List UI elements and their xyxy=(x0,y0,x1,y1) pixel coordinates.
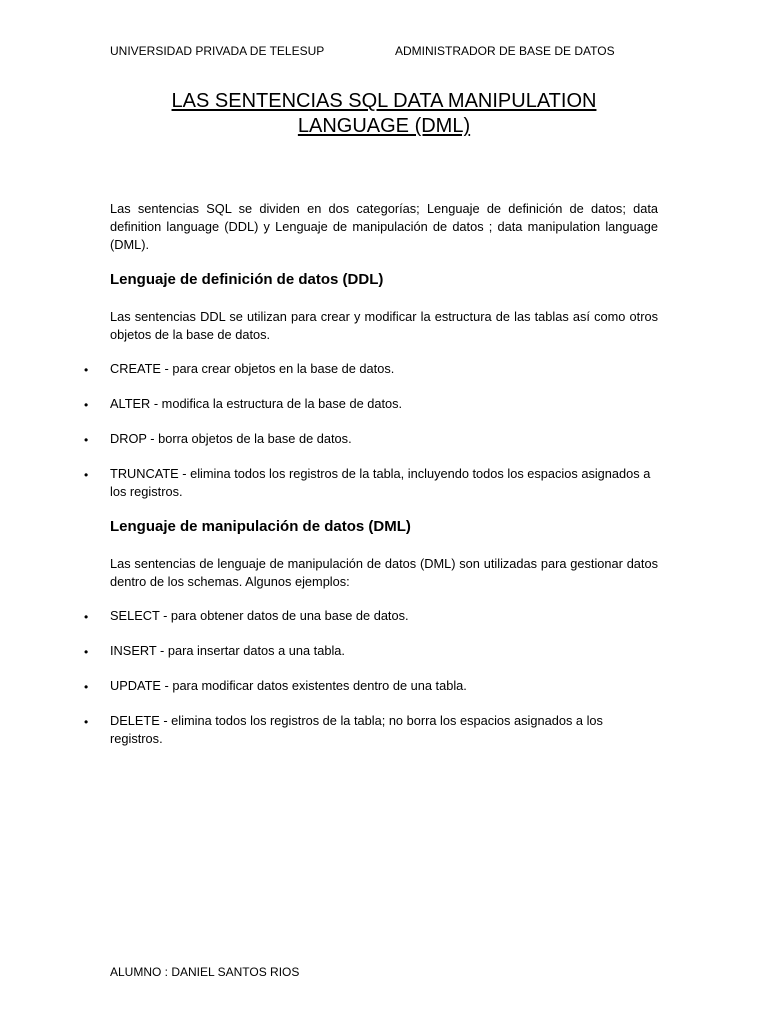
ddl-list-item-create: CREATE - para crear objetos en la base de datos. xyxy=(110,361,395,376)
dml-list-item-insert: INSERT - para insertar datos a una tabla. xyxy=(110,643,345,658)
ddl-list-item-drop: DROP - borra objetos de la base de datos. xyxy=(110,431,352,446)
document-title xyxy=(110,89,658,139)
dml-list-item-delete: DELETE - elimina todos los registros de la tabla; no borra los espacios asignados a los registros. xyxy=(110,713,603,746)
document-title-line-1: LAS SENTENCIAS SQL DATA MANIPULATION xyxy=(171,90,597,112)
ddl-list-item-alter: ALTER - modifica la estructura de la base de datos. xyxy=(110,396,403,411)
bullet-icon: • xyxy=(84,363,89,377)
bullet-icon: • xyxy=(84,468,89,482)
ddl-list-item-truncate: TRUNCATE - elimina todos los registros de la tabla, incluyendo todos los espacios asignados a los registros. xyxy=(110,466,651,499)
ddl-heading: Lenguaje de definición de datos (DDL) xyxy=(110,271,384,288)
dml-description: Las sentencias de lenguaje de manipulación de datos (DML) son utilizadas para gestionar datos dentro de los schemas. Algunos ejemplos: xyxy=(110,556,658,589)
page-footer-author: ALUMNO : DANIEL SANTOS RIOS xyxy=(110,965,300,979)
ddl-description: Las sentencias DDL se utilizan para crear y modificar la estructura de las tablas así como otros objetos de la base de datos. xyxy=(110,309,658,342)
bullet-icon: • xyxy=(84,715,89,729)
bullet-icon: • xyxy=(84,610,89,624)
bullet-icon: • xyxy=(84,398,89,412)
dml-list-item-select: SELECT - para obtener datos de una base de datos. xyxy=(110,608,409,623)
bullet-icon: • xyxy=(84,680,89,694)
page-header-right: ADMINISTRADOR DE BASE DE DATOS xyxy=(395,44,615,58)
dml-list-item-update: UPDATE - para modificar datos existentes dentro de una tabla. xyxy=(110,678,467,693)
document-title-line-2: LANGUAGE (DML) xyxy=(297,115,471,137)
page-header-left: UNIVERSIDAD PRIVADA DE TELESUP xyxy=(110,44,325,58)
bullet-icon: • xyxy=(84,645,89,659)
bullet-icon: • xyxy=(84,433,89,447)
dml-heading: Lenguaje de manipulación de datos (DML) xyxy=(110,518,411,535)
intro-paragraph: Las sentencias SQL se dividen en dos categorías; Lenguaje de definición de datos; data definition language (DDL) y Lenguaje de manipulación de datos ; data manipulation language (DML). xyxy=(110,201,658,252)
